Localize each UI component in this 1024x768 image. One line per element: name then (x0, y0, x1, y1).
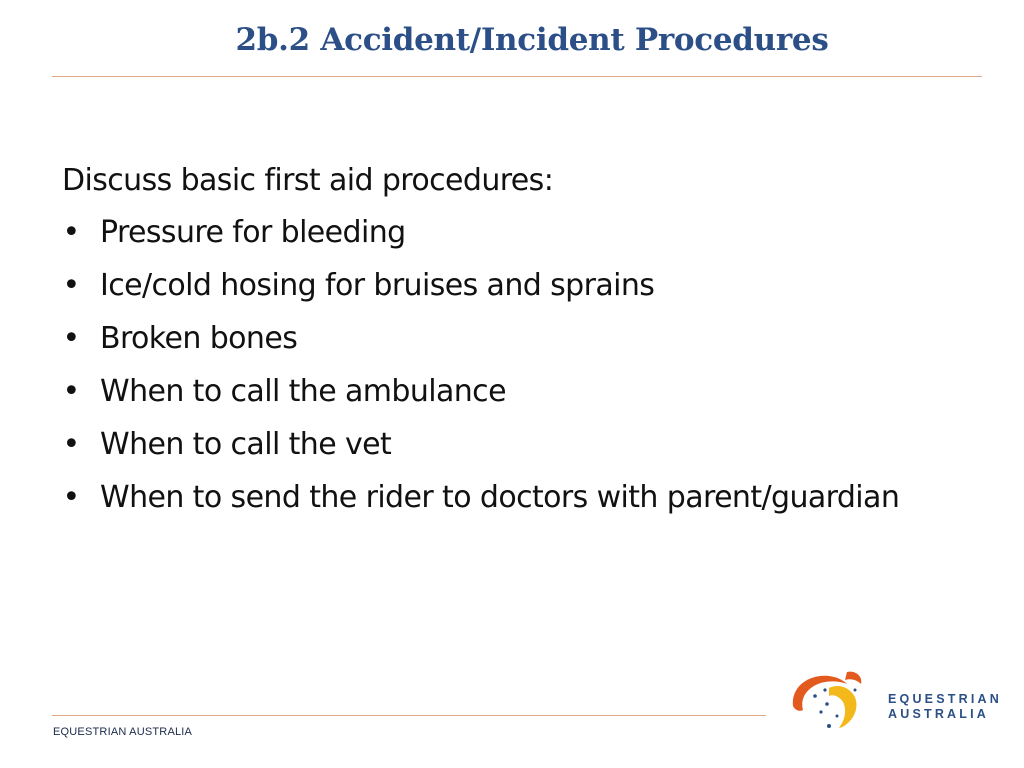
bullet-text: When to call the vet (100, 427, 392, 462)
bullet-text: Pressure for bleeding (100, 215, 406, 250)
footer-divider (52, 715, 766, 716)
australia-map-star-logo-icon (785, 666, 877, 736)
list-item (62, 312, 982, 365)
bullet-icon: • (62, 374, 80, 409)
list-item (62, 206, 982, 259)
bullet-icon: • (62, 480, 80, 515)
bullet-text: Ice/cold hosing for bruises and sprains (100, 268, 655, 303)
logo-word-line1: EQUESTRIAN (888, 692, 1002, 706)
bullet-text: Broken bones (100, 321, 298, 356)
bullet-icon: • (62, 427, 80, 462)
logo-word-line2: AUSTRALIA (888, 707, 990, 721)
slide-content (62, 156, 982, 524)
logo-orange-head (845, 672, 861, 684)
slide-title: 2b.2 Accident/Incident Procedures (235, 22, 829, 58)
bullet-icon: • (62, 215, 80, 250)
list-item (62, 471, 982, 524)
logo-star (819, 710, 822, 713)
bullet-icon: • (62, 321, 80, 356)
list-item (62, 418, 982, 471)
equestrian-australia-logo (785, 666, 1002, 736)
list-item (62, 259, 982, 312)
list-item (62, 365, 982, 418)
intro-text: Discuss basic first aid procedures: (62, 163, 554, 198)
logo-star (836, 715, 839, 718)
logo-star (854, 689, 857, 692)
bullet-text: When to send the rider to doctors with parent/guardian (100, 480, 900, 515)
logo-star (825, 702, 829, 706)
bullet-text: When to call the ambulance (100, 374, 506, 409)
logo-yellow-swoosh (829, 686, 856, 728)
bullet-icon: • (62, 268, 80, 303)
title-divider (52, 76, 982, 77)
logo-star (813, 694, 817, 698)
bullet-list (62, 206, 982, 524)
logo-star (827, 724, 831, 728)
footer-org-text: EQUESTRIAN AUSTRALIA (53, 726, 193, 738)
logo-star (823, 688, 826, 691)
